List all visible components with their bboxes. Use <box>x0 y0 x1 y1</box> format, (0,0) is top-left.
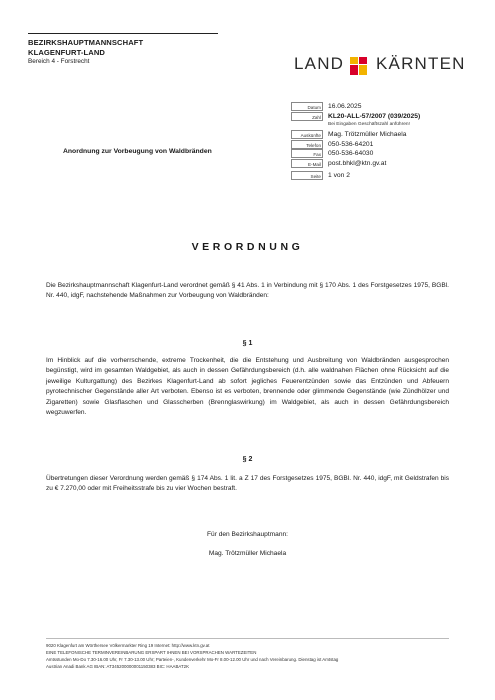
meta-value-email[interactable]: post.bhkl@ktn.gv.at <box>328 159 387 167</box>
footer-rule <box>46 638 449 639</box>
signature-name: Mag. Trötzmüller Michaela <box>208 550 287 557</box>
section-2-heading: § 2 <box>242 456 253 463</box>
section-1-text: Im Hinblick auf die vorherrschende, extreme Trockenheit, die die Entstehung und Ausbreitung von Waldbränden ausgesprochen begünstigt, wird im gesamten Waldgebiet, als auch in dessen Gefährdungsbereich (d.h. alle waldnahen Flächen ohne Rücksicht auf die jeweilige Kulturgattung) des Bezirkes Klagenfurt-Land ab sofort jegliches Feuerentzünden sowie das Entzünden und Abfeuern pyrotechnischer Gegenstände aller Art verboten. Ebenso ist es verboten, brennende oder glimmende Gegenstände (wie Zündhölzer und Zigaretten) sowie Glasflaschen und Glasscherben (Brennglaswirkung) im Waldgebiet, als auch in dessen Gefährdungsbereich wegzuwerfen. <box>46 357 449 417</box>
document-meta-block <box>296 102 466 181</box>
signature-caption: Für den Bezirkshauptmann: <box>207 531 288 538</box>
meta-label-fax: Fax <box>291 149 323 158</box>
section-2-text: Übertretungen dieser Verordnung werden gemäß § 174 Abs. 1 lit. a Z 17 des Forstgesetzes 1975, BGBl. Nr. 440, idgF, mit Geldstrafen bis zu € 7.270,00 oder mit Freiheitsstrafe bis zu vier Wochen bestraft. <box>46 475 449 493</box>
meta-row-telefon <box>296 140 466 150</box>
meta-row-fax <box>296 149 466 159</box>
coat-of-arms-mark-icon <box>350 57 370 75</box>
meta-label-zahl: Zahl <box>291 112 323 121</box>
meta-value-telefon: 050-536-64201 <box>328 140 374 148</box>
meta-label-email: E-Mail <box>291 159 323 168</box>
section-1-heading: § 1 <box>242 340 253 347</box>
meta-value-seite: 1 von 2 <box>328 172 350 179</box>
document-title: VERORDNUNG <box>191 241 304 253</box>
footer-office-hours: Amtsstunden Mo-Do 7.30-16.00 Uhr, Fr 7.30-13.00 Uhr; Parteien-, Kundenverkehr Mo-Fr 8.00-12.00 Uhr und nach Vereinbarung. Dienstag ist Amtstag <box>46 657 339 662</box>
intro-paragraph: Die Bezirkshauptmannschaft Klagenfurt-Land verordnet gemäß § 41 Abs. 1 in Verbindung mit § 170 Abs. 1 des Forstgesetzes 1975, BGBl. Nr. 440, idgF, nachstehende Maßnahmen zur Vorbeugung von Waldbränden: <box>46 282 449 300</box>
meta-label-seite: Seite <box>291 171 323 180</box>
meta-label-auskunft: Auskünfte <box>291 130 323 139</box>
meta-row-zahl-note <box>296 121 466 130</box>
logo-text-land: LAND <box>294 54 345 73</box>
authority-name: BEZIRKSHAUPTMANNSCHAFT <box>28 38 144 47</box>
meta-value-fax: 050-536-64030 <box>328 150 374 157</box>
meta-value-datum: 16.06.2025 <box>328 103 362 110</box>
meta-zahl-note: Bei Eingaben Geschäftszahl anführen! <box>328 122 410 127</box>
meta-row-datum <box>296 102 466 112</box>
authority-district: KLAGENFURT-LAND <box>28 48 106 57</box>
meta-value-auskunft: Mag. Trötzmüller Michaela <box>328 131 407 138</box>
footer-address[interactable]: 9020 Klagenfurt am Wörthersee Völkermarkter Ring 19 Internet: http://www.ktn.gv.at <box>46 643 210 648</box>
meta-label-telefon: Telefon <box>291 140 323 149</box>
meta-label-datum: Datum <box>291 102 323 111</box>
meta-row-email <box>296 159 466 169</box>
footer-notice: EINE TELEFONISCHE TERMINVEREINBARUNG ERSPART IHNEN BEI VORSPRACHEN WARTEZEITEN <box>46 650 257 655</box>
land-kaernten-logo <box>294 53 464 79</box>
meta-value-zahl: KL20-ALL-57/2007 (039/2025) <box>328 112 421 120</box>
footer-bank-details: Austrian Anadi Bank AG IBAN: AT345200000001150383 BIC: HAABAT2K <box>46 664 190 669</box>
header-rule <box>28 33 218 34</box>
meta-row-seite <box>296 171 466 181</box>
meta-row-auskunft <box>296 130 466 140</box>
logo-text-kaernten: KÄRNTEN <box>376 54 466 73</box>
meta-row-zahl <box>296 112 466 122</box>
authority-department: Bereich 4 - Forstrecht <box>28 58 90 65</box>
document-subject: Anordnung zur Vorbeugung von Waldbränden <box>63 148 212 155</box>
